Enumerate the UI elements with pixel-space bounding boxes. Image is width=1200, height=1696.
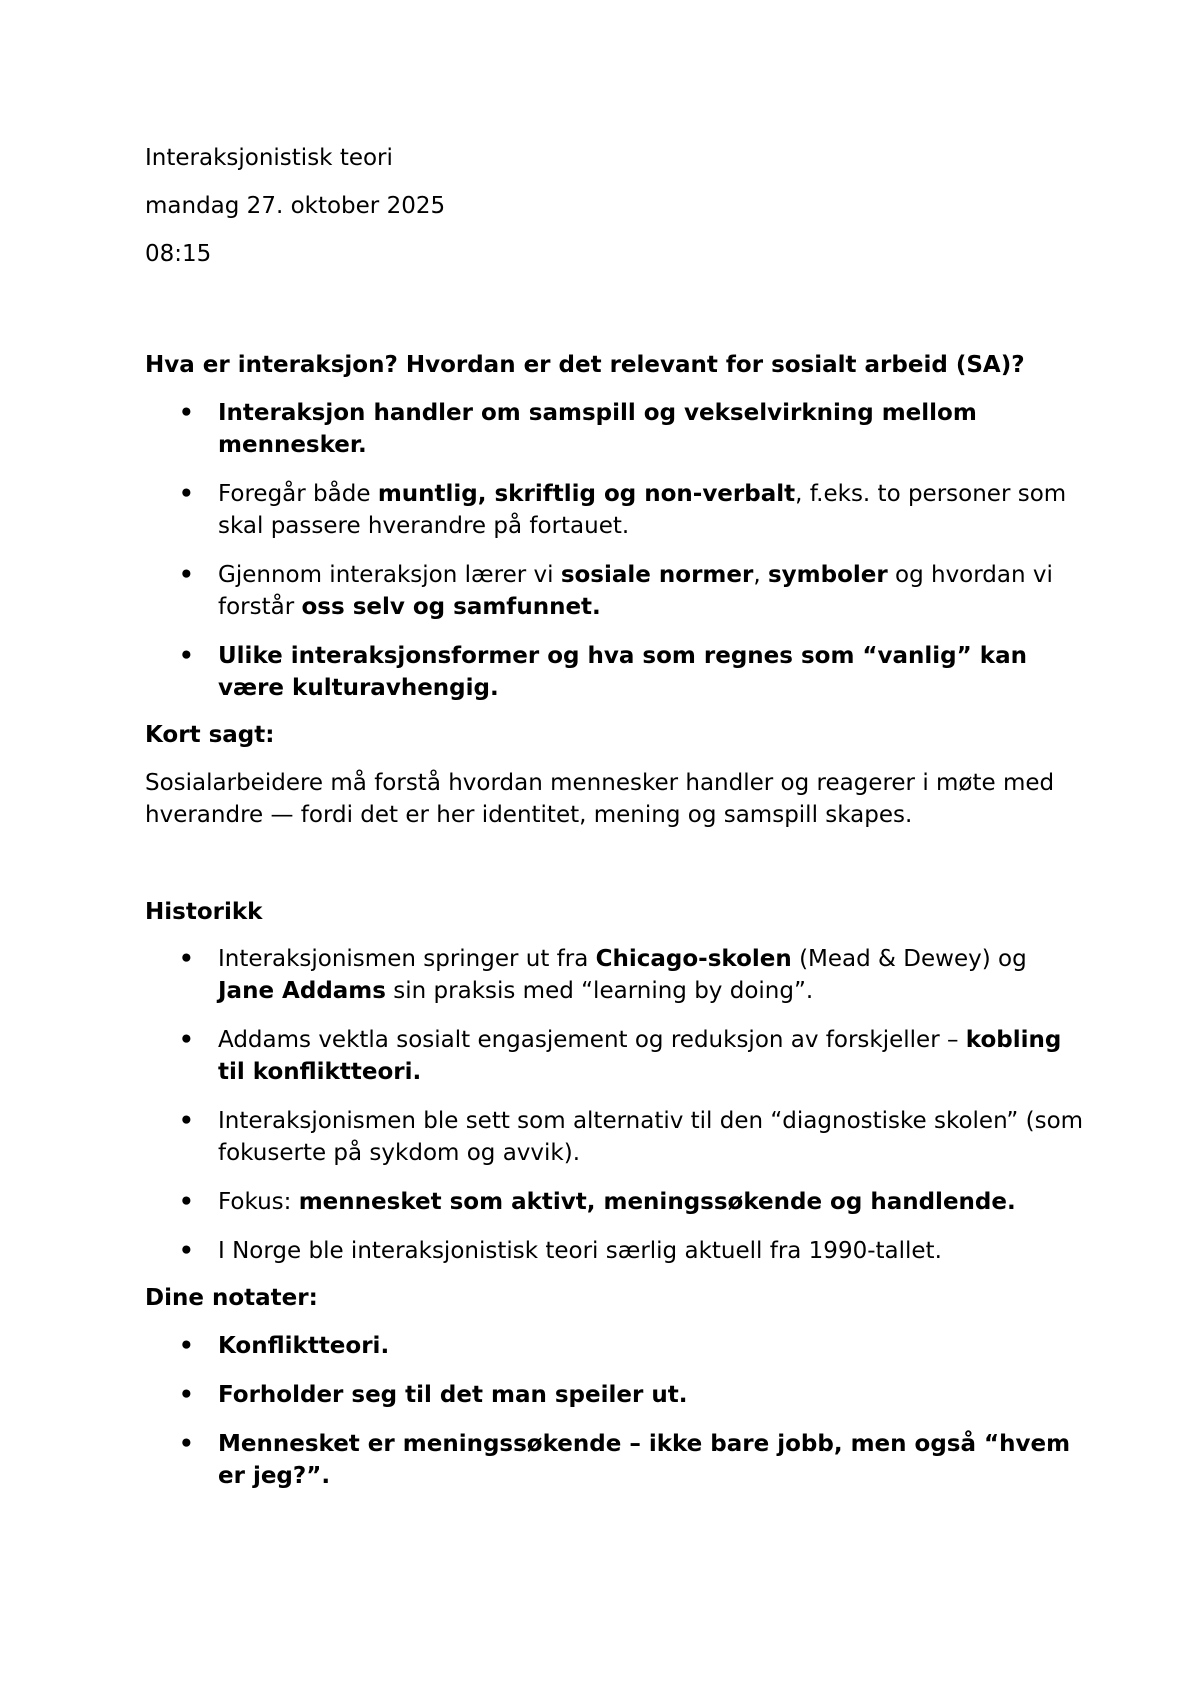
list-item-bold-text: oss selv og samfunnet.: [301, 594, 601, 620]
note-time: 08:15: [145, 241, 212, 267]
list-item-bold-text: Jane Addams: [218, 978, 386, 1004]
list-item-bold-text: symboler: [767, 562, 888, 588]
list-item: [145, 1235, 1085, 1267]
list-item: [145, 397, 1085, 461]
bullet-icon: •: [179, 946, 194, 972]
summary-paragraph: Sosialarbeidere må forstå hvordan mennesker handler og reagerer i møte med hverandre — fordi det er her identitet, mening og samspill skapes.: [145, 770, 1055, 828]
list-item: [145, 478, 1085, 542]
list-item-text: Fokus:: [218, 1189, 299, 1215]
note-title: Interaksjonistisk teori: [145, 145, 393, 171]
list-item-text: Forholder seg til det man speiler ut.: [218, 1382, 688, 1408]
list-item: [145, 1330, 1085, 1362]
list-item-bold-text: kobling til konfliktteori.: [218, 1027, 1062, 1085]
bullet-icon: •: [179, 1189, 194, 1215]
bullet-icon: •: [179, 400, 194, 426]
list-item: [145, 1379, 1085, 1411]
bullet-icon: •: [179, 1108, 194, 1134]
bullet-icon: •: [179, 562, 194, 588]
list-item-text: Interaksjon handler om samspill og vekselvirkning mellom mennesker.: [218, 400, 977, 458]
list-item-text: Ulike interaksjonsformer og hva som regnes som “vanlig” kan være kulturavhengig.: [218, 643, 1027, 701]
section-heading-summary: Kort sagt:: [145, 722, 275, 748]
list-item-text: Mennesket er meningssøkende – ikke bare jobb, men også “hvem er jeg?”.: [218, 1431, 1071, 1489]
section-heading-history: Historikk: [145, 899, 263, 925]
bullet-icon: •: [179, 1238, 194, 1264]
list-item: [145, 640, 1085, 704]
list-item-text: Konfliktteori.: [218, 1333, 390, 1359]
bullet-list-notes: [145, 1330, 1085, 1492]
list-item-text: ,: [753, 562, 768, 588]
list-item-text: Interaksjonismen ble sett som alternativ til den “diagnostiske skolen” (som fokuserte på sykdom og avvik).: [218, 1108, 1084, 1166]
list-item: [145, 559, 1085, 623]
list-item-text: (Mead & Dewey) og: [791, 946, 1027, 972]
list-item-text: Interaksjonismen springer ut fra: [218, 946, 596, 972]
list-item-bold-text: muntlig, skriftlig og non-verbalt: [377, 481, 796, 507]
list-item-text: Addams vektla sosialt engasjement og reduksjon av forskjeller –: [218, 1027, 966, 1053]
list-item: [145, 1428, 1085, 1492]
list-item-text: I Norge ble interaksjonistisk teori særlig aktuell fra 1990-tallet.: [218, 1238, 942, 1264]
list-item-text: Foregår både: [218, 481, 378, 507]
bullet-icon: •: [179, 1382, 194, 1408]
bullet-list-interaction: [145, 397, 1085, 704]
list-item-text: og hvordan vi forstår: [218, 562, 1053, 620]
list-item-bold-text: sosiale normer: [560, 562, 754, 588]
list-item-bold-text: mennesket som aktivt, meningssøkende og handlende.: [298, 1189, 1016, 1215]
note-page: [145, 140, 1085, 1492]
list-item-bold-text: Chicago-skolen: [595, 946, 792, 972]
section-heading-interaction: Hva er interaksjon? Hvordan er det relevant for sosialt arbeid (SA)?: [145, 352, 1025, 378]
list-item-text: Gjennom interaksjon lærer vi: [218, 562, 561, 588]
bullet-icon: •: [179, 643, 194, 669]
list-item: [145, 1186, 1085, 1218]
list-item: [145, 943, 1085, 1007]
list-item: [145, 1105, 1085, 1169]
list-item: [145, 1024, 1085, 1088]
bullet-icon: •: [179, 481, 194, 507]
bullet-icon: •: [179, 1431, 194, 1457]
bullet-icon: •: [179, 1027, 194, 1053]
list-item-text: sin praksis med “learning by doing”.: [385, 978, 814, 1004]
list-item-text: , f.eks. to personer som skal passere hverandre på fortauet.: [218, 481, 1067, 539]
bullet-icon: •: [179, 1333, 194, 1359]
note-date: mandag 27. oktober 2025: [145, 193, 446, 219]
bullet-list-history: [145, 943, 1085, 1267]
section-heading-notes: Dine notater:: [145, 1285, 318, 1311]
